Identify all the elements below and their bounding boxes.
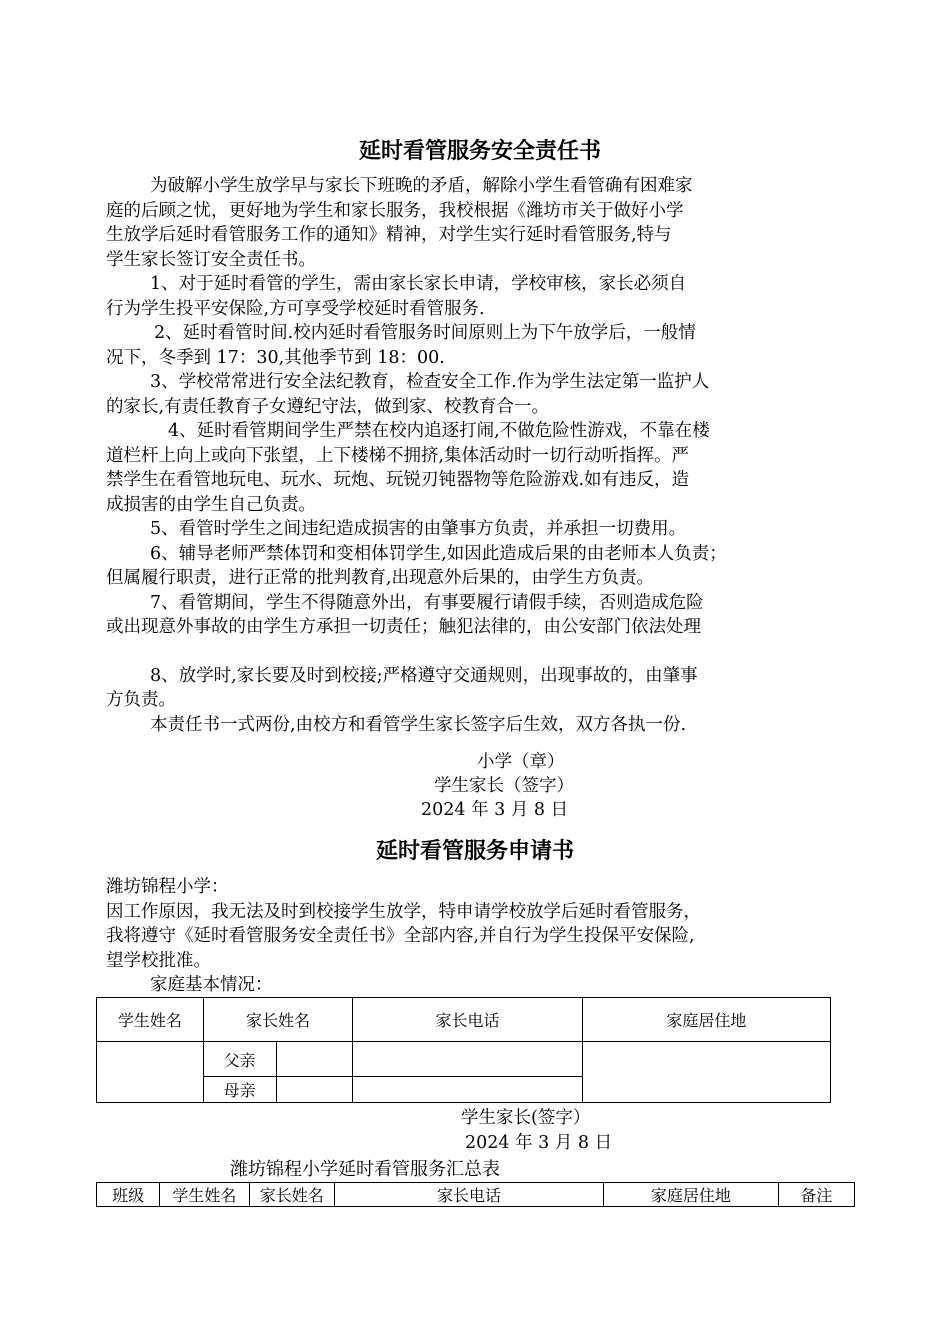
- application-line: 我将遵守《延时看管服务安全责任书》全部内容,并自行为学生投保平安保险,: [106, 926, 695, 946]
- mother-label: 母亲: [203, 1077, 276, 1103]
- application-line: 望学校批准。: [106, 950, 211, 971]
- agreement-line: 为破解小学生放学早与家长下班晚的矛盾，解除小学生看管确有困难家: [150, 176, 693, 196]
- application-title: 延时看管服务申请书: [375, 839, 574, 864]
- summary-header-remarks: 备注: [778, 1183, 854, 1207]
- agreement-line: 学生家长签订安全责任书。: [106, 249, 316, 270]
- application-date: 2024 年 3 月 8 日: [465, 1133, 613, 1153]
- agreement-line: 2、延时看管时间.校内延时看管服务时间原则上为下午放学后，一般情: [154, 323, 696, 343]
- mother-name-cell[interactable]: [276, 1077, 353, 1103]
- agreement-line: 庭的后顾之忧，更好地为学生和家长服务，我校根据《潍坊市关于做好小学: [106, 200, 684, 221]
- agreement-line: 7、看管期间，学生不得随意外出，有事要履行请假手续，否则造成危险: [150, 592, 704, 613]
- agreement-line: 生放学后延时看管服务工作的通知》精神，对学生实行延时看管服务,特与: [106, 225, 672, 245]
- agreement-line: 6、辅导老师严禁体罚和变相体罚学生,如因此造成后果的由老师本人负责；: [150, 543, 727, 564]
- summary-header-class: 班级: [97, 1183, 160, 1207]
- summary-header-parent-name: 家长姓名: [249, 1183, 334, 1207]
- agreement-line: 5、看管时学生之间违纪造成损害的由肇事方负责，并承担一切费用。: [150, 519, 687, 539]
- agreement-line: 行为学生投平安保险,方可享受学校延时看管服务.: [106, 298, 485, 319]
- summary-table: [96, 1182, 855, 1207]
- agreement-line: 方负责。: [106, 690, 176, 710]
- application-body: [106, 875, 866, 998]
- header-home-address: 家庭居住地: [582, 998, 830, 1042]
- agreement-line: 1、对于延时看管的学生，需由家长家长申请，学校审核，家长必须自: [150, 274, 687, 294]
- summary-title: 潍坊锦程小学延时看管服务汇总表: [230, 1159, 500, 1180]
- agreement-line: 禁学生在看管地玩电、玩水、玩炮、玩锐刃钝器物等危险游戏.如有违反，造: [106, 470, 690, 490]
- summary-header-student-name: 学生姓名: [160, 1183, 249, 1207]
- header-student-name: 学生姓名: [97, 998, 204, 1042]
- application-parent-signature: 学生家长(签字）: [461, 1108, 591, 1128]
- agreement-line: 成损害的由学生自己负责。: [106, 494, 316, 515]
- mother-phone-cell[interactable]: [353, 1077, 582, 1103]
- school-seal-line: 小学（章）: [477, 752, 565, 772]
- father-label: 父亲: [203, 1042, 276, 1077]
- father-name-cell[interactable]: [276, 1042, 353, 1077]
- agreement-line: 8、放学时,家长要及时到校接;严格遵守交通规则，出现事故的，由肇事: [150, 665, 698, 686]
- application-line: 因工作原因，我无法及时到校接学生放学，特申请学校放学后延时看管服务，: [106, 901, 701, 922]
- application-addressee: 潍坊锦程小学：: [106, 877, 229, 897]
- summary-header-home-address: 家庭居住地: [603, 1183, 778, 1207]
- agreement-line: 道栏杆上向上或向下张望，上下楼梯不拥挤,集体活动时一切行动听指挥。严: [106, 445, 690, 466]
- header-parent-phone: 家长电话: [353, 998, 582, 1042]
- family-info-label: 家庭基本情况：: [150, 975, 273, 995]
- father-phone-cell[interactable]: [353, 1042, 582, 1077]
- agreement-line: 本责任书一式两份,由校方和看管学生家长签字后生效，双方各执一份.: [150, 714, 687, 735]
- family-info-table: [96, 997, 831, 1103]
- agreement-line: 况下，冬季到 17：30,其他季节到 18：00.: [106, 347, 445, 368]
- agreement-title: 延时看管服务安全责任书: [358, 139, 601, 164]
- agreement-line: 或出现意外事故的由学生方承担一切责任；触犯法律的，由公安部门依法处理: [106, 617, 701, 637]
- parent-signature-line: 学生家长（签字）: [434, 776, 574, 796]
- agreement-line: 的家长,有责任教育子女遵纪守法，做到家、校教育合一。: [106, 396, 550, 417]
- agreement-line: 4、延时看管期间学生严禁在校内追逐打闹,不做危险性游戏，不靠在楼: [168, 421, 710, 441]
- agreement-line: 但属履行职责，进行正常的批判教育,出现意外后果的，由学生方负责。: [106, 568, 655, 588]
- agreement-date: 2024 年 3 月 8 日: [421, 800, 569, 820]
- agreement-line: 3、学校常常进行安全法纪教育，检查安全工作.作为学生法定第一监护人: [150, 372, 710, 392]
- home-address-cell[interactable]: [582, 1042, 830, 1103]
- agreement-body: [106, 174, 866, 737]
- student-name-cell[interactable]: [97, 1042, 204, 1103]
- header-parent-name: 家长姓名: [203, 998, 353, 1042]
- summary-header-parent-phone: 家长电话: [334, 1183, 603, 1207]
